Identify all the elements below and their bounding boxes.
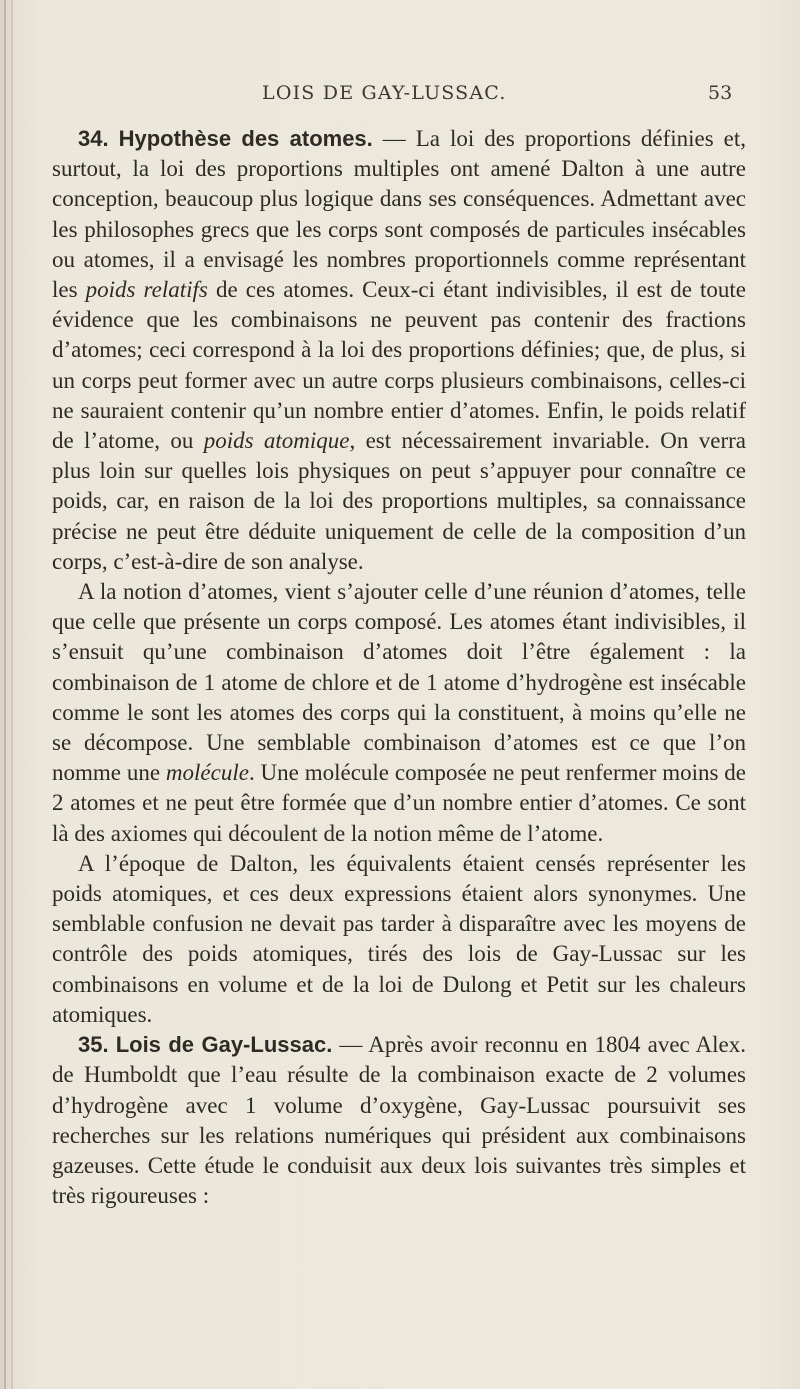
- section-34-text-c: , est nécessairement invariable. On verra plus loin sur quelles lois physiques on peut s’appuyer pour connaître ce poids, car, en raison de la loi des proportions multiples, sa connaissance précise ne peut être déduite uniquement de celle de la composition d’un corps, c’est-à-dire de son analyse.: [52, 428, 746, 574]
- section-34-number: 34.: [78, 126, 109, 151]
- section-34-emphasis-molecule: molécule: [165, 760, 249, 786]
- section-35-number: 35.: [78, 1032, 109, 1058]
- page-number: 53: [708, 82, 733, 104]
- section-35-text: — Après avoir reconnu en 1804 avec Alex. de Humboldt que l’eau résulte de la combinaison exacte de 2 volumes d’hydrogène avec 1 volume d’oxygène, Gay-Lussac poursuivit ses recherches sur les relations numériques qui président aux combinaisons gazeuses. Cette étude le conduisit aux deux lois suivantes très simples et très rigoureuses :: [52, 1032, 747, 1209]
- section-34-text-b: de ces atomes. Ceux-ci étant indivisibles, il est de toute évidence que les combinaisons ne peuvent pas contenir des fractions d’atomes; ceci correspond à la loi des proportions définies; que, de plus, si un corps peut former avec un autre corps plusieurs combinaisons, celles-ci ne sauraient contenir qu’un nombre entier d’atomes. Enfin, le poids relatif de l’atome, ou: [52, 277, 746, 454]
- section-34-paragraph-2: [52, 577, 746, 849]
- section-34-text-a: — La loi des proportions définies et, surtout, la loi des proportions multiples ont amené Dalton à une autre conception, beaucoup plus logique dans ses conséquences. Admettant avec les philosophes grecs que les corps sont composés de particules insécables ou atomes, il a envisagé les nombres proportionnels comme représentant les: [52, 126, 747, 303]
- section-34-p2-text-a: A la notion d’atomes, vient s’ajouter celle d’une réunion d’atomes, telle que celle que présente un corps composé. Les atomes étant indivisibles, il s’ensuit qu’une combinaison d’atomes doit l’être également : la combinaison de 1 atome de chlore et de 1 atome d’hydrogène est insécable comme le sont les atomes des corps qui la constituent, à moins qu’elle ne se décompose. Une semblable combinaison d’atomes est ce que l’on nomme une: [52, 579, 746, 786]
- section-34-paragraph-1: [52, 124, 746, 577]
- section-34-paragraph-3: A l’époque de Dalton, les équivalents étaient censés représenter les poids atomiques, et ces deux expressions étaient alors synonymes. Une semblable confusion ne devait pas tarder à disparaître avec les moyens de contrôle des poids atomiques, tirés des lois de Gay-Lussac sur les combinaisons en volume et de la loi de Dulong et Petit sur les chaleurs atomiques.: [52, 850, 746, 1027]
- running-head: LOIS DE GAY-LUSSAC.: [262, 82, 507, 104]
- page-header: [0, 82, 800, 112]
- page-body: [52, 124, 746, 1211]
- section-34-emphasis-poids-atomique: poids atomique: [203, 428, 350, 454]
- section-35-paragraph-1: [52, 1030, 746, 1211]
- page-gutter-shadow: [11, 0, 13, 1389]
- section-34-emphasis-poids-relatifs: poids relatifs: [85, 277, 208, 303]
- page-gutter-edge: [4, 0, 6, 1389]
- section-34-title: Hypothèse des atomes.: [118, 126, 373, 151]
- section-35-title: Lois de Gay-Lussac.: [115, 1032, 333, 1058]
- section-34-p2-text-b: . Une molécule composée ne peut renfermer moins de 2 atomes et ne peut être formée que d’un nombre entier d’atomes. Ce sont là des axiomes qui découlent de la notion même de l’atome.: [52, 760, 747, 846]
